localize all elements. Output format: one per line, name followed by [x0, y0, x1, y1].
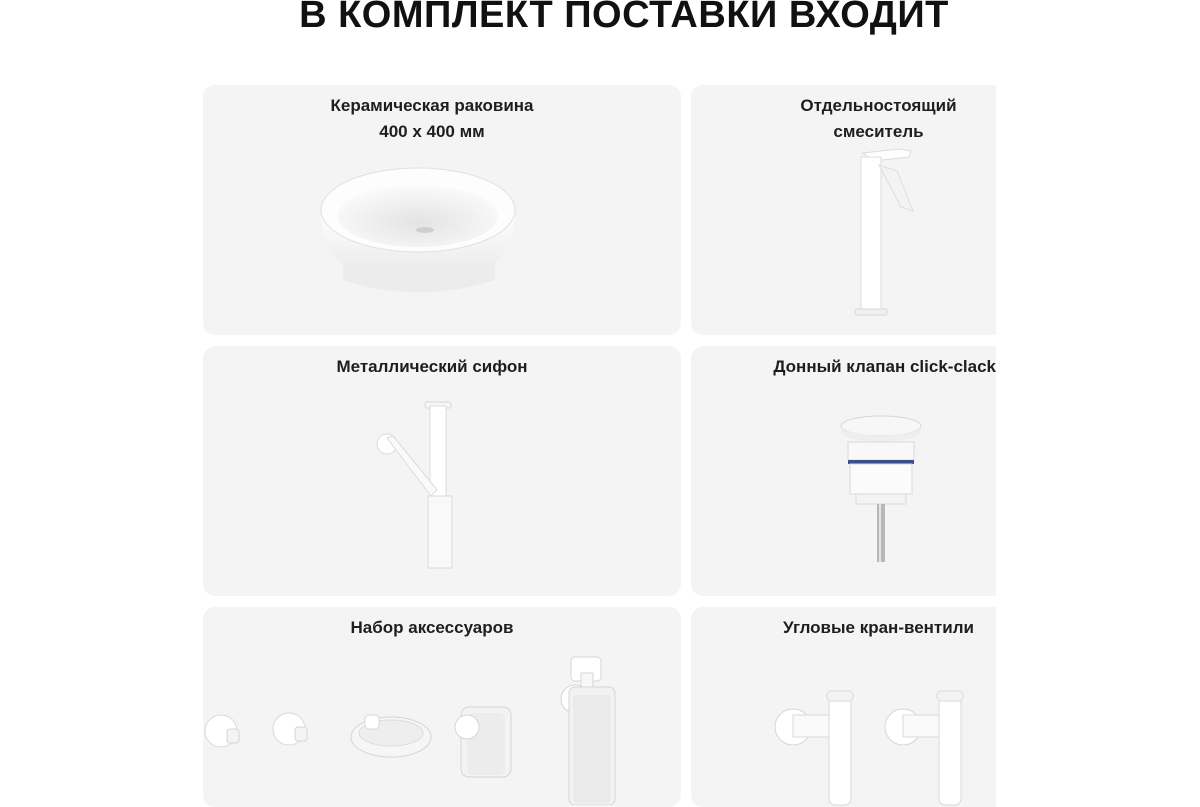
robe-hook-icon [205, 715, 239, 747]
product-label: Угловые кран-вентили [783, 618, 974, 637]
accessories-icon [203, 655, 623, 805]
product-card-angle-valves [691, 607, 996, 807]
product-card-siphon [203, 346, 681, 596]
angle-valve-icon [771, 687, 991, 807]
tumbler-icon [455, 707, 511, 777]
ceramic-sink-icon [313, 160, 523, 305]
soap-dispenser-icon [561, 657, 615, 805]
angle-valve-icon [885, 691, 963, 805]
soap-dish-icon [351, 715, 431, 757]
product-label: Металлический сифон [336, 357, 528, 376]
drain-valve-icon [836, 408, 926, 568]
product-label: Донный клапан click-clack [773, 357, 996, 376]
product-card-accessories [203, 607, 681, 807]
product-card-drain-valve [691, 346, 996, 596]
product-card-ceramic-sink [203, 85, 681, 335]
product-label: Отдельностоящий смеситель [800, 96, 957, 141]
angle-valve-icon [775, 691, 853, 805]
product-label: Набор аксессуаров [350, 618, 514, 637]
page-title: В КОМПЛЕКТ ПОСТАВКИ ВХОДИТ [299, 0, 949, 36]
siphon-icon [373, 396, 473, 571]
tall-faucet-icon [851, 147, 931, 322]
product-label: Керамическая раковина 400 x 400 мм [330, 96, 534, 141]
robe-hook-icon [273, 713, 307, 745]
product-card-faucet [691, 85, 996, 335]
